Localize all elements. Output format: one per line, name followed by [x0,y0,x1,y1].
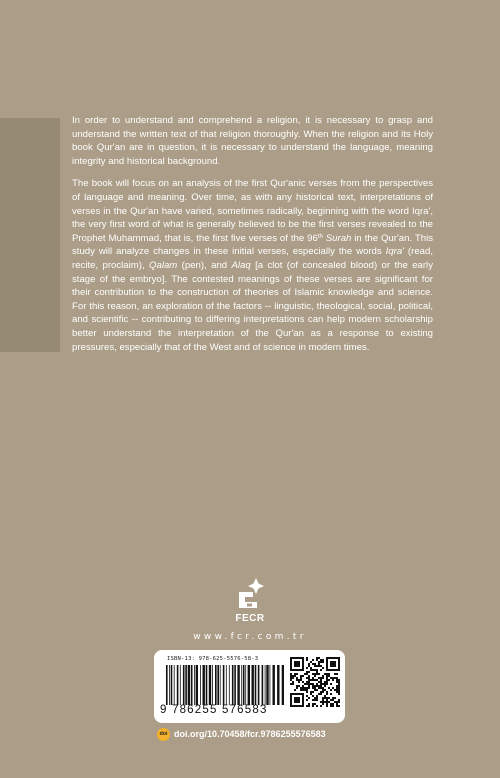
blurb-text: in the Qur'an. This study will analyze changes in these initial verses, especially the words [72,232,434,258]
term-surah: Surah [325,232,352,244]
barcode-image [166,665,284,705]
blurb-paragraph-2 [72,177,433,354]
blurb-text: [a clot (of concealed blood) or the early stage of the embryo]. The contested meanings of these verses are significant for their contribution to the construction of theories of Islamic knowledge and science. For this reason, an exploration of the factors -- linguistic, theological, social, political, and scientific -- contributing to differing interpretations can help modern scholarship better understand the interpretation of the Qur'an as a response to existing pressures, especially that of the West and of science in modern times. [72,259,433,353]
publisher-logo-icon [235,578,265,612]
publisher-website: www.fcr.com.tr [193,632,307,642]
side-band [0,118,60,352]
back-cover-blurb [72,114,433,363]
term-qalam: Qalam [149,259,178,271]
blurb-text: (pen), and [177,259,232,271]
ordinal-suffix: th [317,233,323,240]
isbn-barcode-box [154,650,345,723]
doi-row [157,727,326,741]
isbn-label: ISBN-13: 978-625-5576-58-3 [167,656,259,662]
blurb-text: (read, recite, proclaim), [72,246,433,271]
term-alaq: Alaq [231,259,251,271]
term-iqra: Iqra' [385,246,404,258]
isbn-digits: 9 786255 576583 [160,704,268,716]
publisher-logo [228,578,272,624]
doi-link[interactable]: doi.org/10.70458/fcr.9786255576583 [174,729,326,739]
doi-icon: doi [157,728,170,741]
blurb-paragraph-1: In order to understand and comprehend a religion, it is necessary to grasp and understand the written text of that religion thoroughly. When the religion and its Holy book Qur'an are in question, it is necessary to understand the language, meaning integrity and historical background. [72,115,433,167]
publisher-name: FECR [235,613,265,624]
blurb-text: The book will focus on an analysis of the first Qur'anic verses from the perspectives of language and meaning. Over time, as with any historical text, interpretations of verses in the Qur'an have varied, sometimes radically, beginning with the word Iqra', the very first word of what is generally believed to be the first verses revealed to the Prophet Muhammad, that is, the first five verses of the 96 [72,178,433,244]
qr-code-image [290,657,340,707]
